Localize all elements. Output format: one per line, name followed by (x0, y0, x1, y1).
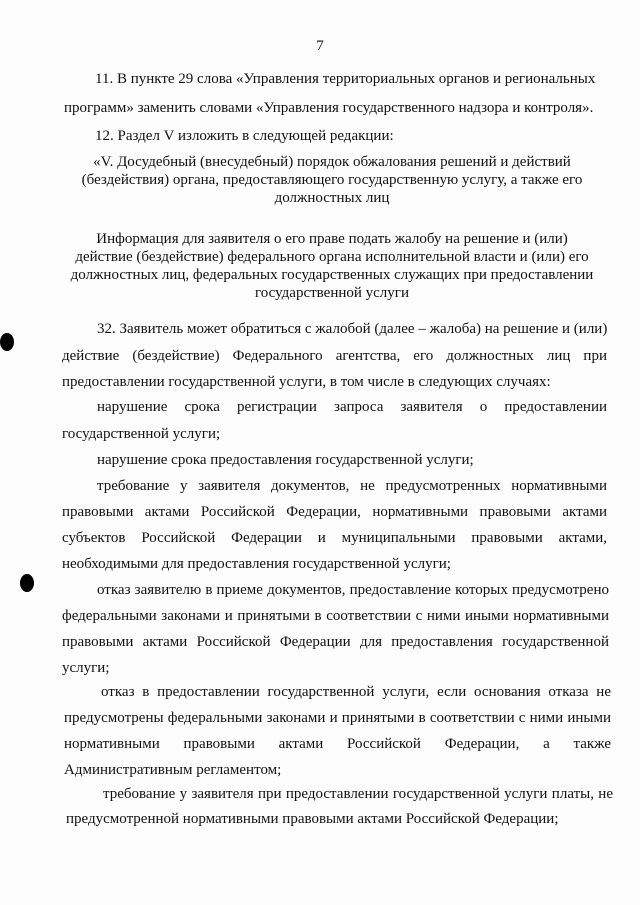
punch-hole-1 (0, 333, 14, 351)
case-3-line-3: субъектов Российской Федерации и муниципальными правовыми актами, (62, 530, 607, 546)
page-number: 7 (316, 38, 324, 54)
subheading-line-4: государственной услуги (255, 285, 409, 301)
case-6-line-1: требование у заявителя при предоставлении государственной услуги платы, не (103, 786, 613, 802)
p32-line-2: действие (бездействие) Федерального агентства, его должностных лиц при (62, 348, 607, 364)
case-4-line-1: отказ заявителю в приеме документов, предоставление которых предусмотрено (97, 582, 609, 598)
case-1-line-1: нарушение срока регистрации запроса заявителя о предоставлении (97, 399, 607, 415)
case-1-line-2: государственной услуги; (62, 426, 221, 442)
case-5-line-2: предусмотрены федеральными законами и принятыми в соответствии с ними иными (64, 710, 611, 726)
case-4-line-3: правовыми актами Российской Федерации для предоставления государственной (62, 634, 609, 650)
subheading-line-2: действие (бездействие) федерального органа исполнительной власти и (или) его (75, 249, 589, 265)
case-4-line-4: услуги; (62, 660, 110, 676)
case-3-line-4: необходимыми для предоставления государственной услуги; (62, 556, 451, 572)
punch-hole-2 (20, 574, 34, 592)
case-5-line-3: нормативными правовыми актами Российской Федерации, а также (64, 736, 611, 752)
section-title-line-2: (бездействия) органа, предоставляющего государственную услугу, а также его (81, 172, 583, 188)
subheading-line-1: Информация для заявителя о его праве подать жалобу на решение и (или) (96, 231, 568, 247)
section-title-line-1: «V. Досудебный (внесудебный) порядок обжалования решений и действий (93, 154, 571, 170)
case-3-line-1: требование у заявителя документов, не предусмотренных нормативными (97, 478, 607, 494)
case-2-line-1: нарушение срока предоставления государственной услуги; (97, 452, 474, 468)
item-11-line-1: 11. В пункте 29 слова «Управления территориальных органов и региональных (95, 71, 596, 87)
case-4-line-2: федеральными законами и принятыми в соответствии с ними иными нормативными (62, 608, 609, 624)
case-5-line-1: отказ в предоставлении государственной услуги, если основания отказа не (101, 684, 611, 700)
section-title-line-3: должностных лиц (274, 190, 390, 206)
p32-line-1: 32. Заявитель может обратиться с жалобой (далее – жалоба) на решение и (или) (97, 321, 608, 337)
item-12: 12. Раздел V изложить в следующей редакции: (95, 128, 394, 144)
case-5-line-4: Административным регламентом; (64, 762, 282, 778)
subheading-line-3: должностных лиц, федеральных государственных служащих при предоставлении (70, 267, 594, 283)
case-6-line-2: предусмотренной нормативными правовыми актами Российской Федерации; (66, 811, 559, 827)
item-11-line-2: программ» заменить словами «Управления государственного надзора и контроля». (64, 100, 594, 116)
p32-line-3: предоставлении государственной услуги, в том числе в следующих случаях: (62, 374, 551, 390)
case-3-line-2: правовыми актами Российской Федерации, нормативными правовыми актами (62, 504, 607, 520)
